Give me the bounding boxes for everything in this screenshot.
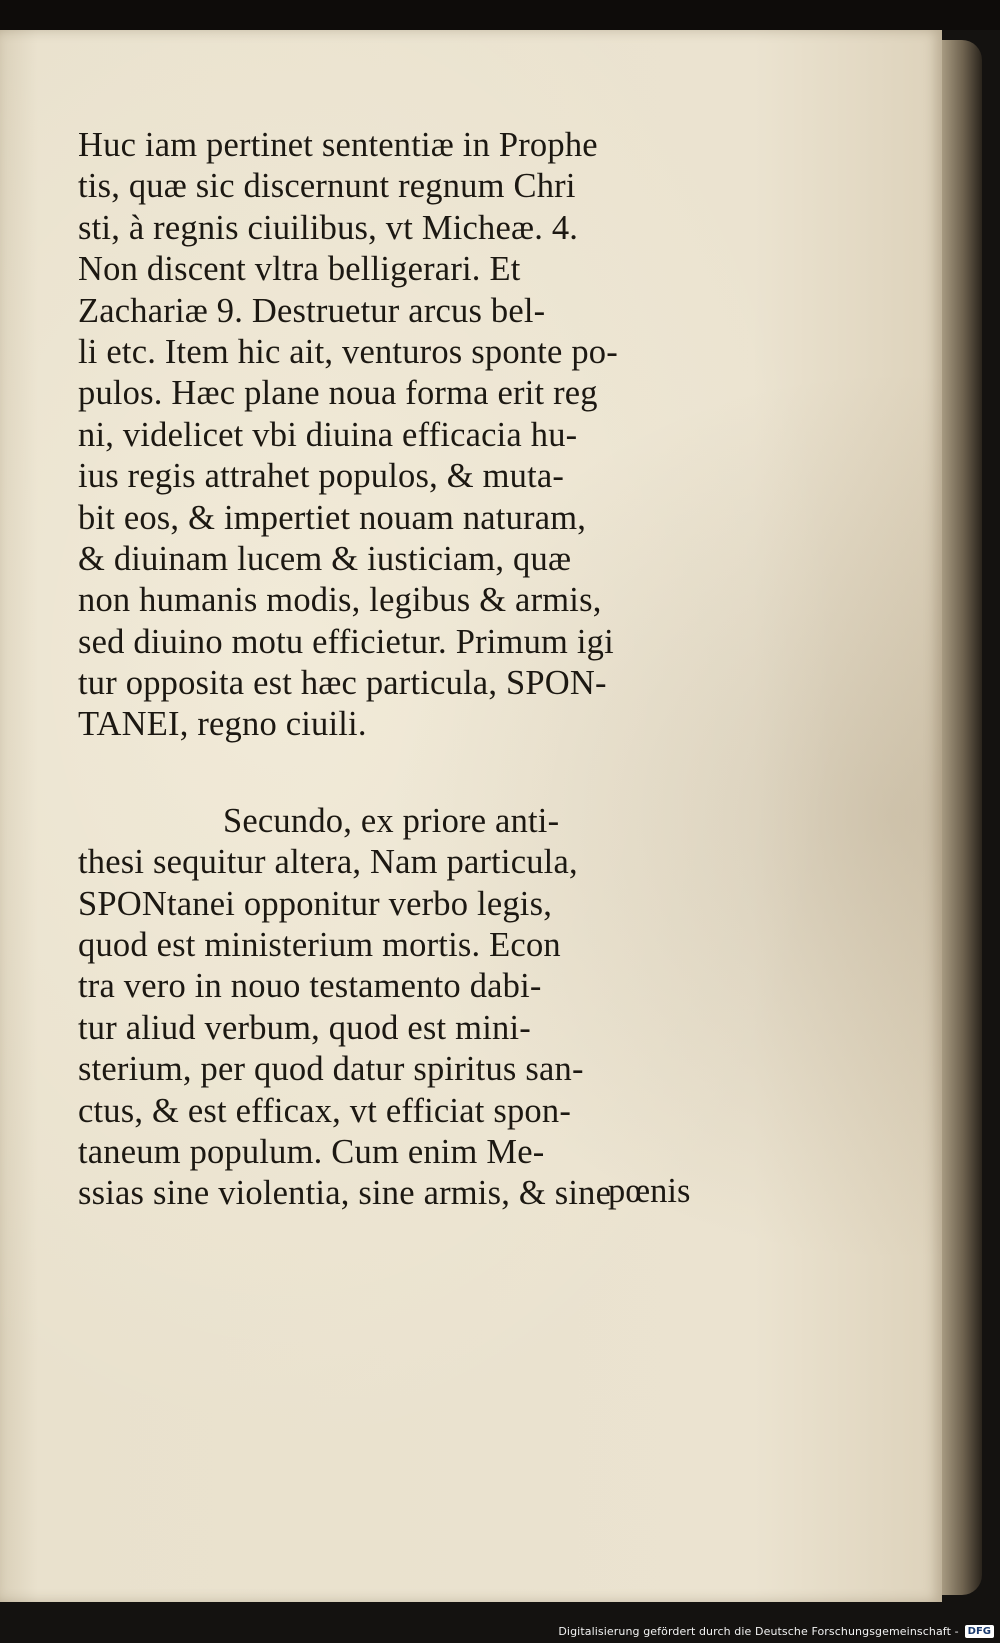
text-line: non humanis modis, legibus & armis, — [78, 581, 602, 620]
text-line: sterium, per quod datur spiritus san- — [78, 1050, 584, 1089]
dfg-logo-icon: DFG — [965, 1625, 994, 1638]
text-line: sti, à regnis ciuilibus, vt Micheæ. 4. — [78, 208, 579, 247]
paragraph-1 — [78, 125, 718, 746]
text-line: TANEI, regno ciuili. — [78, 705, 367, 744]
text-line: SPONtanei opponitur verbo legis, — [78, 884, 553, 923]
text-line: Secundo, ex priore anti- — [223, 801, 560, 840]
text-line: thesi sequitur altera, Nam particula, — [78, 843, 578, 882]
text-line: pulos. Hæc plane noua forma erit reg — [78, 374, 598, 413]
text-line: li etc. Item hic ait, venturos sponte po- — [78, 332, 618, 371]
text-line: tur opposita est hæc particula, SPON- — [78, 664, 607, 703]
text-line: ctus, & est efficax, vt efficiat spon- — [78, 1091, 572, 1130]
text-line: quod est ministerium mortis. Econ — [78, 926, 561, 965]
credit-text: Digitalisierung gefördert durch die Deutsche Forschungsgemeinschaft - — [558, 1624, 959, 1638]
text-line: ssias sine violentia, sine armis, & sine — [78, 1174, 612, 1213]
text-line: & diuinam lucem & iusticiam, quæ — [78, 539, 572, 578]
text-line: taneum populum. Cum enim Me- — [78, 1132, 545, 1171]
catchword: pœnis — [608, 1172, 691, 1210]
paragraph-2 — [78, 801, 718, 1215]
text-line: Non discent vltra belligerari. Et — [78, 250, 521, 289]
text-line: Zachariæ 9. Destruetur arcus bel- — [78, 291, 546, 330]
text-line: tis, quæ sic discernunt regnum Chri — [78, 167, 576, 206]
text-line: sed diuino motu efficietur. Primum igi — [78, 622, 614, 661]
text-line: tra vero in nouo testamento dabi- — [78, 967, 542, 1006]
page-text — [78, 125, 718, 1215]
scan-top-border — [0, 0, 1000, 30]
text-line: ius regis attrahet populos, & muta- — [78, 457, 565, 496]
digitization-credit — [558, 1622, 994, 1640]
text-line: ni, videlicet vbi diuina efficacia hu- — [78, 415, 578, 454]
text-line: Huc iam pertinet sententiæ in Prophe — [78, 126, 598, 164]
text-line: tur aliud verbum, quod est mini- — [78, 1008, 531, 1047]
paragraph-gap — [78, 746, 718, 801]
text-line: bit eos, & impertiet nouam naturam, — [78, 498, 587, 537]
